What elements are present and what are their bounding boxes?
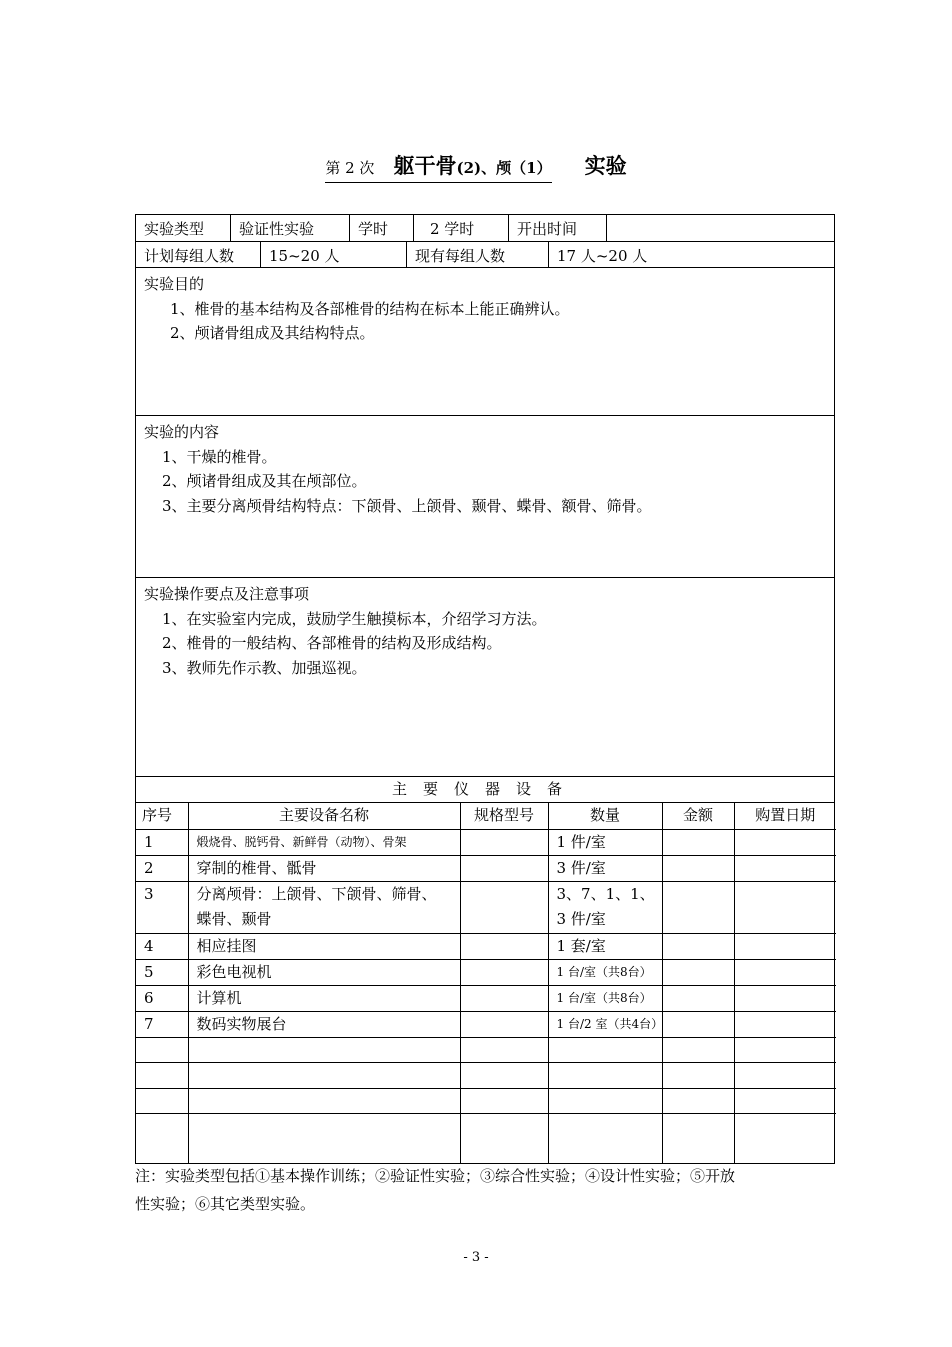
header-date: 购置日期 <box>734 803 836 829</box>
content-item: 1、干燥的椎骨。 <box>162 447 277 466</box>
row-no: 5 <box>136 959 188 985</box>
footnote <box>135 1162 835 1218</box>
row-date <box>734 1011 836 1037</box>
row-name-line1: 分离颅骨：上颌骨、下颌骨、筛骨、 <box>196 884 437 903</box>
table-row <box>136 855 836 881</box>
equipment-table-wrap <box>136 803 834 1163</box>
row-no: 6 <box>136 985 188 1011</box>
row-qty: 1 件/室 <box>548 829 662 855</box>
open-label: 开出时间 <box>508 215 577 241</box>
table-row <box>136 933 836 959</box>
purpose-heading: 实验目的 <box>144 275 205 293</box>
header-spec: 规格型号 <box>460 803 548 829</box>
table-row-empty <box>136 1062 836 1088</box>
row-no: 4 <box>136 933 188 959</box>
operation-item: 2、椎骨的一般结构、各部椎骨的结构及形成结构。 <box>162 634 502 652</box>
row-amount <box>662 933 734 959</box>
row-qty: 3 件/室 <box>548 855 662 881</box>
row-qty-line2: 3 件/室 <box>556 909 606 928</box>
type-label: 实验类型 <box>144 220 205 238</box>
row-qty-line1: 3、7、1、1、 <box>556 884 655 903</box>
purpose-item: 2、颅诸骨组成及其结构特点。 <box>170 324 375 342</box>
row-qty: 1 台/室（共8台） <box>548 959 662 985</box>
row-spec <box>460 959 548 985</box>
row-name: 穿制的椎骨、骶骨 <box>188 855 460 881</box>
row-date <box>734 959 836 985</box>
open-value <box>606 215 615 241</box>
row-no: 3 <box>136 881 188 933</box>
row-name: 计算机 <box>188 985 460 1011</box>
purpose-item: 1、椎骨的基本结构及各部椎骨的结构在标本上能正确辨认。 <box>170 299 570 318</box>
table-row-empty <box>136 1113 836 1163</box>
row-amount <box>662 985 734 1011</box>
hours-label: 学时 <box>349 215 388 241</box>
row-spec <box>460 1011 548 1037</box>
row-spec <box>460 829 548 855</box>
row-name: 数码实物展台 <box>188 1011 460 1037</box>
row-qty <box>548 881 662 933</box>
plan-value: 15~20 人 <box>260 242 340 267</box>
header-amount: 金额 <box>662 803 734 829</box>
purpose-section <box>136 268 834 416</box>
row-date <box>734 881 836 933</box>
page-number: - 3 - <box>463 1250 489 1265</box>
hours-value: 2 学时 <box>413 215 474 241</box>
content-section <box>136 416 834 578</box>
row-amount <box>662 959 734 985</box>
experiment-form <box>135 214 835 1164</box>
plan-label: 计划每组人数 <box>144 247 235 265</box>
title-underlined <box>325 150 551 183</box>
row-qty: 1 台/2 室（共4台） <box>548 1011 662 1037</box>
operation-item: 1、在实验室内完成，鼓励学生触摸标本，介绍学习方法。 <box>162 609 547 628</box>
current-value: 17 人~20 人 <box>548 242 647 267</box>
title-part1: （1） <box>511 159 552 177</box>
title-count: 第 2 次 <box>325 159 375 177</box>
operation-heading: 实验操作要点及注意事项 <box>144 585 310 603</box>
table-row <box>136 829 836 855</box>
current-label: 现有每组人数 <box>406 242 505 267</box>
row-spec <box>460 881 548 933</box>
title-main: 躯干骨 <box>393 153 457 178</box>
row-amount <box>662 855 734 881</box>
table-row <box>136 881 836 933</box>
row-amount <box>662 881 734 933</box>
header-name: 主要设备名称 <box>188 803 460 829</box>
row-date <box>734 829 836 855</box>
table-row <box>136 1011 836 1037</box>
header-qty: 数量 <box>548 803 662 829</box>
type-value: 验证性实验 <box>230 215 314 241</box>
info-row-2 <box>136 242 834 268</box>
info-row-1 <box>136 215 834 242</box>
title-part2: (2)、颅 <box>456 159 512 177</box>
table-row <box>136 985 836 1011</box>
table-header-row <box>136 803 836 829</box>
row-date <box>734 855 836 881</box>
row-name <box>188 881 460 933</box>
row-spec <box>460 855 548 881</box>
footnote-line2: 性实验；⑥其它类型实验。 <box>135 1195 316 1213</box>
operation-item: 3、教师先作示教、加强巡视。 <box>162 658 367 677</box>
table-row-empty <box>136 1037 836 1062</box>
title-suffix: 实验 <box>584 153 627 178</box>
content-item: 2、颅诸骨组成及其在颅部位。 <box>162 472 367 490</box>
row-amount <box>662 1011 734 1037</box>
header-no: 序号 <box>136 803 188 829</box>
table-row <box>136 959 836 985</box>
footnote-line1: 注：实验类型包括①基本操作训练；②验证性实验；③综合性实验；④设计性实验；⑤开放 <box>135 1167 736 1185</box>
row-qty: 1 套/室 <box>548 933 662 959</box>
row-name: 相应挂图 <box>188 933 460 959</box>
table-row-empty <box>136 1088 836 1113</box>
row-name: 彩色电视机 <box>188 959 460 985</box>
row-amount <box>662 829 734 855</box>
equipment-heading: 主要仪器设备 <box>136 777 834 803</box>
row-spec <box>460 985 548 1011</box>
operation-section <box>136 578 834 777</box>
row-qty: 1 台/室（共8台） <box>548 985 662 1011</box>
row-no: 1 <box>136 829 188 855</box>
row-name-line2: 蝶骨、颞骨 <box>196 909 272 928</box>
row-date <box>734 985 836 1011</box>
row-no: 2 <box>136 855 188 881</box>
content-heading: 实验的内容 <box>144 423 220 441</box>
content-item: 3、主要分离颅骨结构特点：下颌骨、上颌骨、颞骨、蝶骨、额骨、筛骨。 <box>162 496 652 515</box>
row-name: 煅烧骨、脱钙骨、新鲜骨（动物）、骨架 <box>188 829 460 855</box>
row-no: 7 <box>136 1011 188 1037</box>
page-title <box>0 150 952 183</box>
equipment-table <box>136 803 836 1163</box>
row-spec <box>460 933 548 959</box>
row-date <box>734 933 836 959</box>
